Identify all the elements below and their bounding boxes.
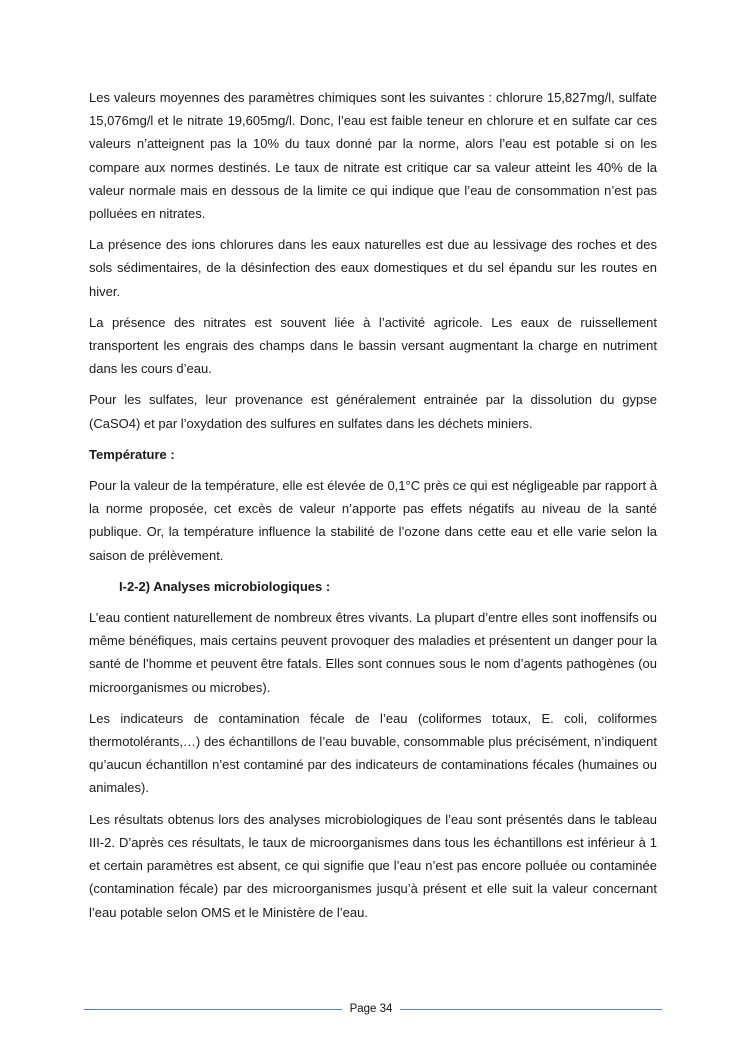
footer-rule-left bbox=[84, 1009, 342, 1010]
paragraph-temperature: Pour la valeur de la température, elle est élevée de 0,1°C près ce qui est négligeable par rapport à la norme proposée, cet excès de valeur n’apporte pas effets négatifs au niveau de la santé publique. Or, la température influence la stabilité de l’ozone dans cette eau et elle varie selon la saison de prélèvement. bbox=[89, 478, 657, 563]
page-number: Page 34 bbox=[349, 1003, 393, 1015]
paragraph-fecal-indicators: Les indicateurs de contamination fécale de l’eau (coliformes totaux, E. coli, coliformes thermotolérants,…) des échantillons de l’eau buvable, consommable plus précisément, n’indiquent qu’aucun échantillon n’est contaminé par des indicateurs de contaminations fécales (humaines ou animales). bbox=[89, 710, 657, 796]
page-footer bbox=[84, 1000, 662, 1018]
section-heading-temperature: Température : bbox=[89, 446, 175, 462]
paragraph-living-organisms: L’eau contient naturellement de nombreux êtres vivants. La plupart d’entre elles sont inoffensifs ou même bénéfiques, mais certains peuvent provoquer des maladies et présentent un danger pour la santé de l’homme et peuvent être fatals. Elles sont connues sous le nom d’agents pathogènes (ou microorganismes ou microbes). bbox=[89, 610, 657, 695]
footer-rule-right bbox=[400, 1009, 662, 1010]
paragraph-sulfates: Pour les sulfates, leur provenance est généralement entrainée par la dissolution du gypse (CaSO4) et par l’oxydation des sulfures en sulfates dans les déchets miniers. bbox=[89, 392, 657, 431]
paragraph-chemical-values: Les valeurs moyennes des paramètres chimiques sont les suivantes : chlorure 15,827mg/l, sulfate 15,076mg/l et le nitrate 19,605mg/l. Donc, l’eau est faible teneur en chlorure et en sulfate car ces valeurs n’atteignent pas la 10% du taux donné par la norme, alors l’eau est potable si on les compare aux normes destinés. Le taux de nitrate est critique car sa valeur atteint les 40% de la valeur normale mais en dessous de la limite ce qui indique que l’eau de consommation n’est pas polluées en nitrates. bbox=[89, 90, 657, 222]
paragraph-chlorides: La présence des ions chlorures dans les eaux naturelles est due au lessivage des roches et des sols sédimentaires, de la désinfection des eaux domestiques et du sel épandu sur les routes en hiver. bbox=[89, 237, 657, 299]
paragraph-results: Les résultats obtenus lors des analyses microbiologiques de l’eau sont présentés dans le tableau III-2. D’après ces résultats, le taux de microorganismes dans tous les échantillons est inférieur à 1 et certain paramètres est absent, ce qui signifie que l’eau n’est pas encore polluée ou contaminée (contamination fécale) par des microorganismes jusqu’à présent et elle suit la valeur concernant l’eau potable selon OMS et le Ministère de l’eau. bbox=[89, 811, 657, 920]
document-body bbox=[89, 86, 657, 932]
paragraph-nitrates: La présence des nitrates est souvent liée à l’activité agricole. Les eaux de ruissellement transportent les engrais des champs dans le bassin versant augmentant la charge en nutriment dans les cours d’eau. bbox=[89, 314, 657, 377]
section-heading-microbiology: I-2-2) Analyses microbiologiques : bbox=[119, 578, 331, 594]
